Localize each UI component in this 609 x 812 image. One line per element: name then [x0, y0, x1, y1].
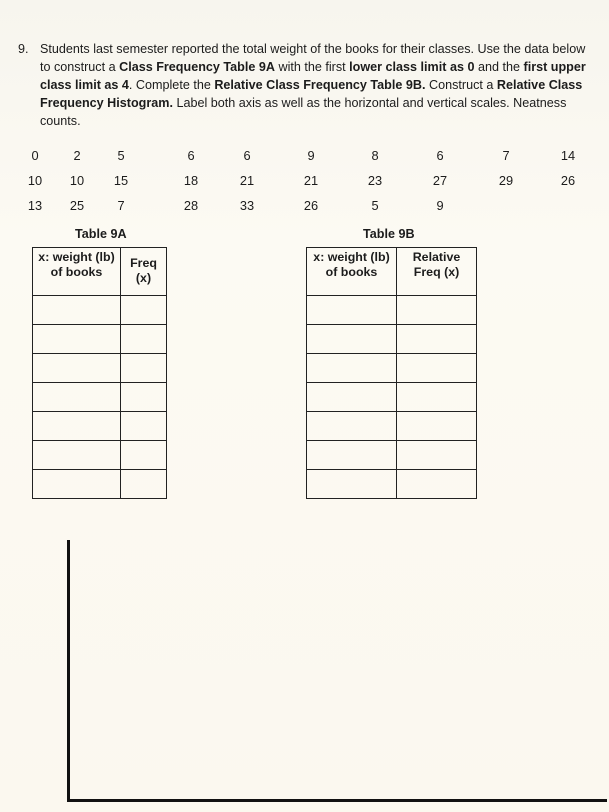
- header-line: of books: [325, 265, 378, 279]
- table-9a-row: [33, 354, 167, 383]
- table-9a-row: [33, 325, 167, 354]
- data-value: 29: [498, 173, 514, 188]
- data-value: 7: [502, 148, 510, 163]
- question-text-part: . Complete the: [128, 78, 215, 92]
- question-bold-part: first upper class limit as 4: [40, 60, 586, 92]
- question-text-part: Label both axis as well as the horizontal and vertical scales. Neatness counts.: [40, 96, 567, 128]
- data-value: 13: [27, 198, 43, 213]
- data-value: 6: [187, 148, 195, 163]
- table-9a-cell[interactable]: [121, 296, 167, 325]
- table-9b-title: Table 9B: [363, 227, 415, 241]
- table-9a-cell[interactable]: [33, 383, 121, 412]
- table-9b-cell[interactable]: [397, 412, 477, 441]
- data-value: 9: [436, 198, 444, 213]
- table-9b-cell[interactable]: [397, 325, 477, 354]
- table-9b-row: [307, 412, 477, 441]
- table-9a-cell[interactable]: [121, 354, 167, 383]
- data-value: 8: [371, 148, 379, 163]
- table-9b-row: [307, 325, 477, 354]
- table-9b-cell[interactable]: [307, 325, 397, 354]
- table-9a-cell[interactable]: [33, 412, 121, 441]
- data-value: 28: [183, 198, 199, 213]
- table-9b-header-weight: [307, 248, 397, 296]
- question-text-part: with the first: [274, 60, 350, 74]
- table-9a-header-freq: [121, 248, 167, 296]
- question-text-part: Students last semester reported the total weight of the books for their classes. Use the data below to construct a: [40, 42, 586, 74]
- question-bold-part: Relative Class Frequency Histogram.: [40, 78, 583, 110]
- table-9a-cell[interactable]: [33, 441, 121, 470]
- question-bold-part: Class Frequency Table 9A: [119, 60, 275, 74]
- question-bold-part: Relative Class Frequency Table 9B.: [214, 78, 426, 92]
- table-9b-cell[interactable]: [307, 354, 397, 383]
- table-9a-cell[interactable]: [33, 470, 121, 499]
- table-9a-header-weight: [33, 248, 121, 296]
- question-bold-part: lower class limit as 0: [349, 60, 475, 74]
- header-line: x: weight (lb): [38, 250, 115, 264]
- header-line: Freq: [130, 256, 157, 270]
- data-value: 5: [371, 198, 379, 213]
- table-9a-row: [33, 441, 167, 470]
- data-value: 6: [436, 148, 444, 163]
- data-value: 26: [560, 173, 576, 188]
- table-9a-cell[interactable]: [121, 441, 167, 470]
- data-value: 2: [73, 148, 81, 163]
- table-9a-title: Table 9A: [75, 227, 127, 241]
- question-text: [40, 40, 598, 130]
- table-9b-cell[interactable]: [307, 470, 397, 499]
- table-9b-header-relative-freq: [397, 248, 477, 296]
- data-value: 26: [303, 198, 319, 213]
- data-value: 14: [560, 148, 576, 163]
- table-9b-row: [307, 383, 477, 412]
- data-value: 0: [31, 148, 39, 163]
- data-value: 5: [117, 148, 125, 163]
- table-9a-cell[interactable]: [121, 470, 167, 499]
- table-9b-cell[interactable]: [307, 296, 397, 325]
- table-9a-cell[interactable]: [33, 325, 121, 354]
- data-value: 25: [69, 198, 85, 213]
- table-9a-row: [33, 470, 167, 499]
- table-9a-row: [33, 412, 167, 441]
- header-line: of books: [50, 265, 103, 279]
- table-9b-cell[interactable]: [397, 470, 477, 499]
- data-value: 33: [239, 198, 255, 213]
- header-line: Relative: [412, 250, 461, 264]
- table-9b-row: [307, 296, 477, 325]
- histogram-y-axis: [67, 540, 70, 802]
- table-9a-cell[interactable]: [121, 325, 167, 354]
- question-number: 9.: [18, 42, 29, 56]
- table-9a-cell[interactable]: [33, 296, 121, 325]
- table-9a-cell[interactable]: [121, 412, 167, 441]
- table-9b-row: [307, 470, 477, 499]
- data-value: 10: [69, 173, 85, 188]
- data-value: 21: [239, 173, 255, 188]
- header-line: (x): [135, 271, 152, 285]
- table-9a-cell[interactable]: [121, 383, 167, 412]
- data-value: 9: [307, 148, 315, 163]
- table-9b-cell[interactable]: [307, 412, 397, 441]
- question-text-part: and the: [474, 60, 524, 74]
- table-9a-row: [33, 296, 167, 325]
- data-value: 6: [243, 148, 251, 163]
- table-9a-row: [33, 383, 167, 412]
- data-value: 10: [27, 173, 43, 188]
- question-text-part: Construct a: [425, 78, 497, 92]
- header-line: Freq (x): [413, 265, 460, 279]
- question-9: [18, 40, 598, 130]
- data-value: 27: [432, 173, 448, 188]
- header-line: x: weight (lb): [313, 250, 390, 264]
- table-9b-cell[interactable]: [397, 441, 477, 470]
- data-value: 21: [303, 173, 319, 188]
- table-9b-row: [307, 441, 477, 470]
- table-9b-cell[interactable]: [397, 383, 477, 412]
- table-9a-cell[interactable]: [33, 354, 121, 383]
- table-9b-cell[interactable]: [397, 354, 477, 383]
- table-9b-cell[interactable]: [307, 441, 397, 470]
- table-9a: [32, 247, 167, 499]
- data-value: 15: [113, 173, 129, 188]
- histogram-x-axis: [67, 799, 607, 802]
- table-9b-cell[interactable]: [307, 383, 397, 412]
- data-value: 7: [117, 198, 125, 213]
- table-9b-cell[interactable]: [397, 296, 477, 325]
- data-value: 23: [367, 173, 383, 188]
- table-9b-row: [307, 354, 477, 383]
- table-9b: [306, 247, 477, 499]
- data-value: 18: [183, 173, 199, 188]
